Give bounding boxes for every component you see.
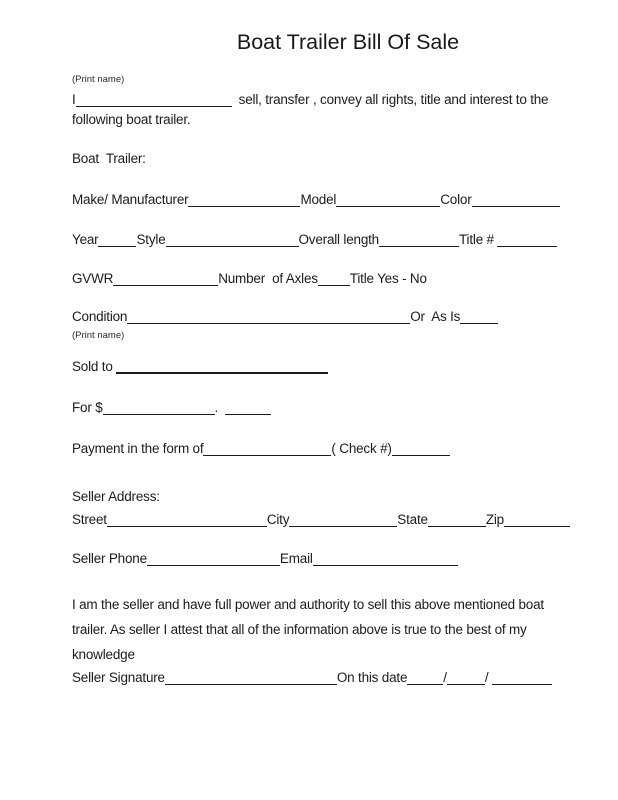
- blank-line: [428, 513, 486, 527]
- blank-line: [318, 272, 350, 286]
- field-label: Model: [300, 192, 337, 207]
- field-label: I: [72, 92, 76, 107]
- blank-line: [113, 272, 218, 286]
- seller-name-row: [72, 91, 548, 108]
- field-label: Style: [136, 232, 166, 247]
- field-label: State: [397, 512, 428, 527]
- blank-line: [127, 310, 410, 324]
- blank-line: [166, 233, 299, 247]
- intro-line-2: following boat trailer.: [72, 112, 191, 127]
- blank-line: [492, 671, 552, 685]
- field-label: Condition: [72, 309, 128, 324]
- field-label: Or As Is: [410, 309, 461, 324]
- sold-to-row: [72, 358, 328, 375]
- blank-line: [103, 401, 215, 415]
- field-label: /: [484, 670, 492, 685]
- field-label: For $: [72, 400, 103, 415]
- blank-line: [225, 401, 271, 415]
- payment-row: [72, 440, 450, 457]
- blank-line: [472, 193, 560, 207]
- field-label: sell, transfer , convey all rights, title and interest to the: [231, 92, 549, 107]
- attestation-paragraph: [72, 592, 544, 667]
- blank-line: [407, 671, 443, 685]
- blank-line: [392, 442, 450, 456]
- make-model-color-row: [72, 191, 560, 208]
- blank-line: [188, 193, 300, 207]
- field-label: Color: [440, 192, 472, 207]
- blank-line: [98, 233, 136, 247]
- field-label: Title #: [459, 232, 498, 247]
- field-label: GVWR: [72, 271, 114, 286]
- blank-line: [203, 442, 331, 456]
- gvwr-axles-title-row: [72, 270, 427, 287]
- field-label: Title Yes - No: [349, 271, 427, 286]
- section-boat-trailer: Boat Trailer:: [72, 151, 146, 166]
- field-label: ( Check #): [331, 441, 392, 456]
- blank-line: [289, 513, 397, 527]
- blank-line: [460, 310, 498, 324]
- field-label: Make/ Manufacturer: [72, 192, 189, 207]
- blank-line: [76, 93, 232, 107]
- field-label: Overall length: [298, 232, 379, 247]
- condition-row: [72, 308, 498, 325]
- blank-line: [116, 359, 328, 374]
- print-name-note-buyer: (Print name): [72, 330, 125, 341]
- street-city-state-zip-row: [72, 511, 570, 528]
- blank-line: [165, 671, 337, 685]
- field-label: On this date: [336, 670, 408, 685]
- year-style-length-title-row: [72, 231, 557, 248]
- field-label: Seller Phone: [72, 551, 147, 566]
- field-label: Zip: [485, 512, 504, 527]
- blank-line: [336, 193, 440, 207]
- field-label: City: [266, 512, 290, 527]
- field-label: Email: [279, 551, 313, 566]
- field-label: Seller Signature: [72, 670, 165, 685]
- blank-line: [147, 552, 280, 566]
- price-row: [72, 399, 271, 416]
- phone-email-row: [72, 550, 458, 567]
- paragraph-line: knowledge: [72, 647, 135, 662]
- print-name-note-seller: (Print name): [72, 74, 125, 85]
- blank-line: [447, 671, 485, 685]
- signature-date-row: [72, 669, 552, 686]
- section-seller-address: Seller Address:: [72, 489, 160, 504]
- field-label: Year: [72, 232, 99, 247]
- field-label: Street: [72, 512, 107, 527]
- field-label: Sold to: [72, 359, 117, 374]
- blank-line: [504, 513, 570, 527]
- field-label: .: [214, 400, 226, 415]
- field-label: /: [443, 670, 447, 685]
- blank-line: [313, 552, 458, 566]
- field-label: Payment in the form of: [72, 441, 204, 456]
- field-label: Number of Axles: [218, 271, 318, 286]
- blank-line: [107, 513, 267, 527]
- document-title: Boat Trailer Bill Of Sale: [236, 30, 460, 54]
- blank-line: [379, 233, 459, 247]
- blank-line: [497, 233, 557, 247]
- paragraph-line: I am the seller and have full power and authority to sell this above mentioned boat: [72, 597, 544, 612]
- paragraph-line: trailer. As seller I attest that all of the information above is true to the best of my: [72, 622, 527, 637]
